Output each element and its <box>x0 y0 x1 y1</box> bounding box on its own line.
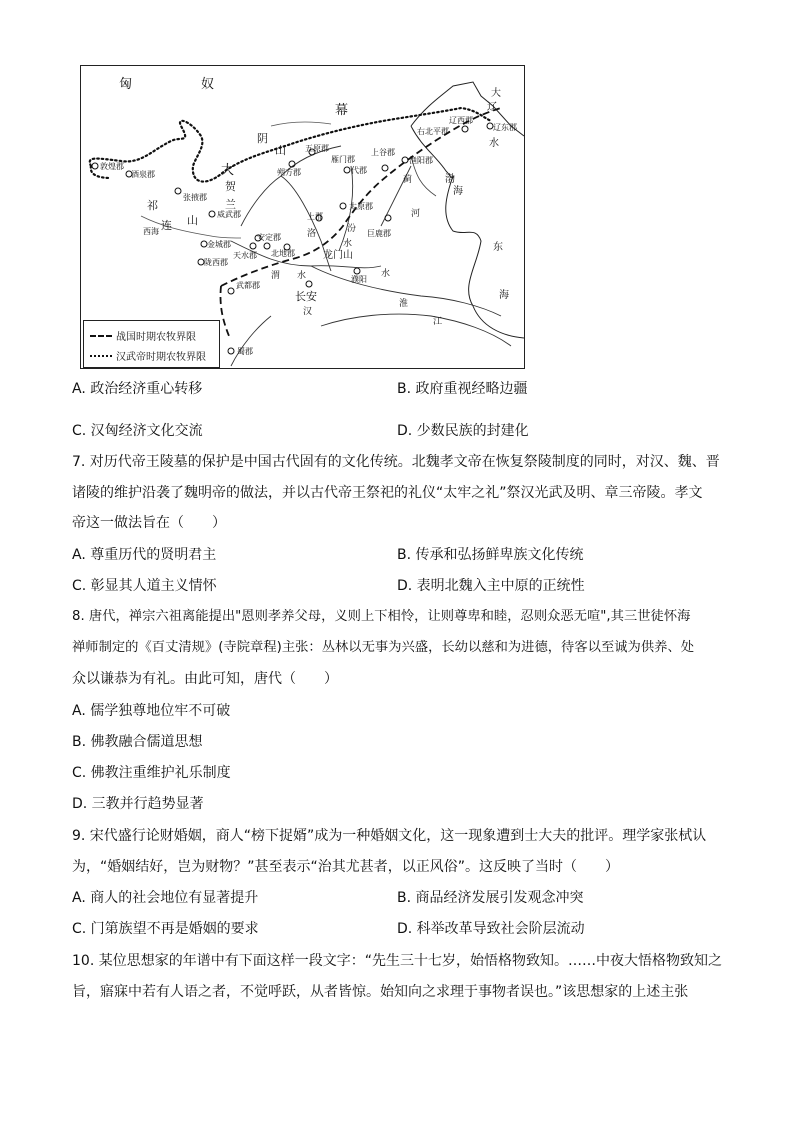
q8-option-a: A. 儒学独尊地位牢不可破 <box>72 703 231 719</box>
map-label-youbeiping: 右北平郡 <box>417 127 449 136</box>
q8-stem-line1: 8. 唐代，禅宗六祖离能提出"恩则孝养父母，义则上下相怜，让则尊卑和睦，忍则众恶无喧",其三世徒怀海 <box>72 609 691 624</box>
map-label-yinshan2: 山 <box>275 144 286 157</box>
map-label-wudu: 武都郡 <box>236 281 260 290</box>
q6-option-d: D. 少数民族的封建化 <box>397 423 529 439</box>
map-label-liaodong: 辽东郡 <box>493 123 517 132</box>
map-label-river-jiang: 江 <box>433 317 443 327</box>
legend-warring-states <box>90 328 220 344</box>
map-label-xiongnu2: 奴 <box>201 77 215 92</box>
q7-stem-line3: 帝这一做法旨在（ ） <box>72 515 226 531</box>
map-label-zhangye: 张掖郡 <box>183 193 207 202</box>
map-label-river-fen: 汾 <box>347 224 357 234</box>
q10-stem-line1: 10. 某位思想家的年谱中有下面这样一段文字：“先生三十七岁，始悟格物致知。……中夜大悟格物致知之 <box>72 953 722 969</box>
q7-option-c: C. 彰显其人道主义情怀 <box>72 578 217 594</box>
map-label-helan2: 兰 <box>225 198 236 211</box>
map-label-julu: 巨鹿郡 <box>367 229 391 238</box>
map-label-jiuquan: 酒泉郡 <box>131 170 155 179</box>
map-label-yuyang: 渔阳郡 <box>409 156 433 165</box>
map-label-river-shui1: 水 <box>297 271 307 281</box>
map-label-shu: 蜀郡 <box>237 347 253 356</box>
map-label-bohai1: 渤 <box>445 174 455 185</box>
map-label-xihai: 西海 <box>143 227 159 236</box>
q6-option-a: A. 政治经济重心转移 <box>72 381 203 397</box>
q9-option-d: D. 科举改革导致社会阶层流动 <box>397 921 585 937</box>
map-label-beidi: 北地郡 <box>271 249 295 258</box>
map-label-bohai2: 海 <box>453 186 463 197</box>
map-label-anding: 安定郡 <box>257 233 281 242</box>
q7-stem-line1: 7. 对历代帝王陵墓的保护是中国古代固有的文化传统。北魏孝文帝在恢复祭陵制度的同时，对汉、魏、晋 <box>72 454 720 470</box>
dotted-line-icon <box>90 355 112 357</box>
legend-hanwu-label: 汉武帝时期农牧界限 <box>116 352 206 363</box>
map-label-ji: 蓟 <box>403 175 413 185</box>
map-label-river-shui2: 水 <box>343 239 353 249</box>
map-label-river-luo: 洛 <box>307 229 317 239</box>
map-label-xiongnu1: 匈 <box>119 77 133 92</box>
map-label-qilian3: 山 <box>187 214 198 227</box>
legend-hanwu <box>90 348 220 364</box>
q9-stem-line2: 为，“婚姻结好，岂为财物？”甚至表示“治其尤甚者，以正风俗”。这反映了当时（ ） <box>72 859 620 875</box>
map-label-river-he: 河 <box>411 209 421 219</box>
q8-option-d: D. 三教并行趋势显著 <box>72 796 204 812</box>
map-label-liao2: 辽 <box>487 102 497 113</box>
q8-stem-line3: 众以谦恭为有礼。由此可知，唐代（ ） <box>72 671 338 687</box>
map-label-shanggu: 上谷郡 <box>371 148 395 157</box>
q7-option-a: A. 尊重历代的贤明君主 <box>72 547 217 563</box>
map-label-dai: 代郡 <box>351 166 367 175</box>
historical-map <box>80 65 525 369</box>
q6-option-b: B. 政府重视经略边疆 <box>397 381 528 397</box>
q6-option-c: C. 汉匈经济文化交流 <box>72 423 203 439</box>
map-label-wuyuan: 五原郡 <box>305 144 329 153</box>
map-label-dunhuang: 敦煌郡 <box>100 162 124 171</box>
map-label-yinshan1: 阴 <box>257 132 268 145</box>
q9-stem-line1: 9. 宋代盛行论财婚姻，商人“榜下捉婿”成为一种婚姻文化，这一现象遭到士大夫的批评。理学家张栻认 <box>72 828 707 844</box>
legend-warring-label: 战国时期农牧界限 <box>116 332 196 343</box>
map-label-mo: 幕 <box>335 103 349 118</box>
q7-stem-line2: 诸陵的维护沿袭了魏明帝的做法，并以古代帝王祭祀的礼仪“太牢之礼”祭汉光武及明、章三帝陵。孝文 <box>72 485 703 501</box>
q9-option-b: B. 商品经济发展引发观念冲突 <box>397 890 584 906</box>
map-label-yanmen: 雁门郡 <box>331 155 355 164</box>
dashed-line-icon <box>90 335 112 337</box>
map-label-qilian1: 祁 <box>147 199 158 212</box>
map-label-puyang: 濮阳 <box>351 275 367 284</box>
map-label-liao1: 大 <box>491 88 501 99</box>
map-label-river-huai: 淮 <box>399 299 409 309</box>
map-label-donghai2: 海 <box>499 290 509 301</box>
map-label-river-shui3: 水 <box>381 269 391 279</box>
map-label-jincheng: 金城郡 <box>207 240 231 249</box>
map-label-qilian2: 连 <box>161 219 172 232</box>
map-label-river-wei: 渭 <box>271 271 281 281</box>
map-label-river-han: 汉 <box>303 307 313 317</box>
q9-option-c: C. 门第族望不再是婚姻的要求 <box>72 921 259 937</box>
q7-option-b: B. 传承和弘扬鲜卑族文化传统 <box>397 547 584 563</box>
map-label-liaoxi: 辽西郡 <box>449 116 473 125</box>
map-label-helan1: 贺 <box>225 180 236 193</box>
map-label-shuofang: 朔方郡 <box>277 168 301 177</box>
q9-option-a: A. 商人的社会地位有显著提升 <box>72 890 259 906</box>
map-label-tianshui: 天水郡 <box>233 251 257 260</box>
map-legend <box>83 320 220 368</box>
map-label-longxi: 陇西郡 <box>204 258 228 267</box>
map-label-changan: 长安 <box>295 290 317 303</box>
q7-option-d: D. 表明北魏入主中原的正统性 <box>397 578 585 594</box>
q8-stem-line2: 禅师制定的《百丈清规》(寺院章程)主张：丛林以无事为兴盛，长幼以慈和为进德，待客以至诚为供养、处 <box>72 640 695 655</box>
map-label-taiyuan: 太原郡 <box>349 202 373 211</box>
map-label-da: 大 <box>221 163 235 178</box>
map-label-shangjun: 上郡 <box>307 212 323 221</box>
q8-option-b: B. 佛教融合儒道思想 <box>72 734 203 750</box>
map-label-longmen: 龙门山 <box>323 250 353 261</box>
map-label-wuwei: 威武郡 <box>217 210 241 219</box>
q8-option-c: C. 佛教注重维护礼乐制度 <box>72 765 231 781</box>
map-label-liao3: 水 <box>489 138 499 149</box>
map-label-donghai1: 东 <box>493 242 503 253</box>
q10-stem-line2: 旨，寤寐中若有人语之者，不觉呼跃，从者皆惊。始知向之求理于事物者误也。”该思想家的上述主张 <box>72 984 689 1000</box>
